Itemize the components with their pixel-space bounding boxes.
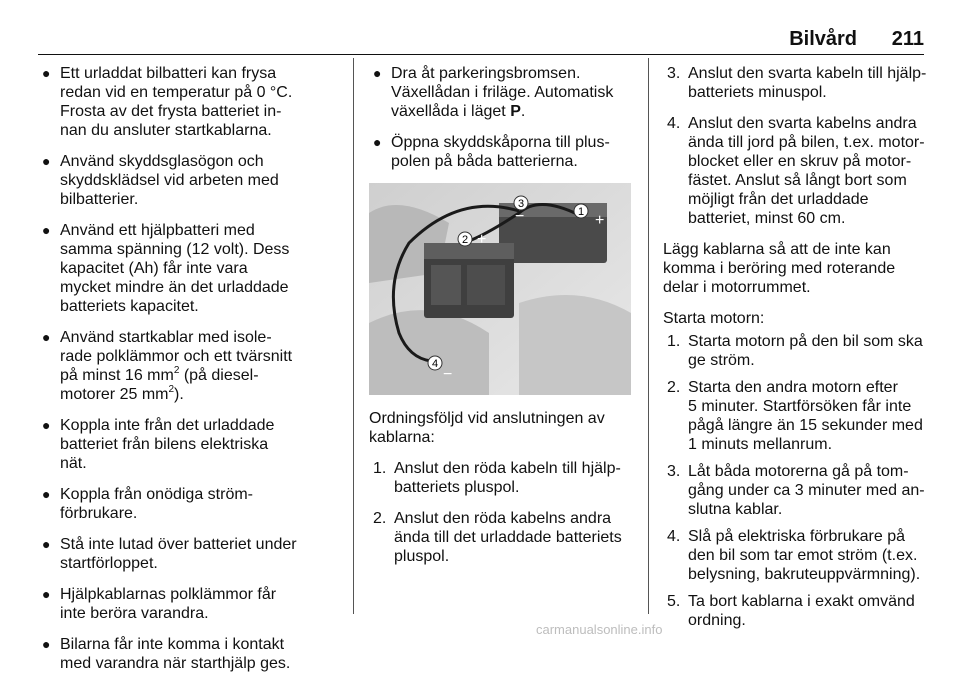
bullet-dot: ● (373, 65, 382, 81)
bullet-item: ● Stå inte lutad över batteriet under startförloppet. (42, 536, 297, 572)
minus-sign: − (515, 208, 525, 225)
numbered-step: 3. Låt båda motorerna gå på tom‐ gång under ca 3 minuter med an‐ slutna kablar. (667, 463, 925, 518)
bullet-dot: ● (42, 636, 51, 652)
numbered-step: 4. Anslut den svarta kabelns andra ända till jord på bilen, t.ex. motor‐ blocket eller en skruv på motor‐ fästet. Anslut så långt bort som möjligt från det urladdade batteriet, minst 60 cm. (667, 115, 925, 227)
bullet-item: ● Koppla från onödiga ström‐ förbrukare. (42, 486, 253, 522)
label-3: 3 (517, 198, 525, 210)
bullet-dot: ● (42, 65, 51, 81)
bullet-item: ● Hjälpkablarnas polklämmor får inte beröra varandra. (42, 586, 277, 622)
column-divider (353, 58, 354, 614)
page-header (0, 28, 960, 50)
numbered-step: 5. Ta bort kablarna i exakt omvänd ordning. (667, 593, 915, 629)
column-2 (369, 64, 633, 578)
watermark-footer: carmanualsonline.info (536, 622, 663, 637)
numbered-step: 1. Anslut den röda kabeln till hjälp‐ batteriets pluspol. (373, 460, 621, 496)
bullet-dot: ● (373, 134, 382, 150)
numbered-step: 2. Anslut den röda kabelns andra ända till det urladdade batteriets pluspol. (373, 510, 622, 565)
bullet-item: ● Dra åt parkeringsbromsen. Växellådan i friläge. Automatisk växellåda i läget P. (373, 65, 614, 120)
bullet-dot: ● (42, 329, 51, 345)
header-rule (38, 54, 924, 55)
bullet-dot: ● (42, 417, 51, 433)
numbered-step: 2. Starta den andra motorn efter 5 minuter. Startförsöken får inte pågå längre än 15 sekunder med 1 minuts mellanrum. (667, 379, 923, 453)
plus-sign: + (477, 231, 487, 248)
label-2: 2 (461, 234, 469, 246)
numbered-step: 1. Starta motorn på den bil som ska ge ström. (667, 333, 923, 369)
section-title: Bilvård (789, 28, 857, 50)
numbered-step: 3. Anslut den svarta kabeln till hjälp‐ batteriets minuspol. (667, 65, 927, 101)
numbered-step: 4. Slå på elektriska förbrukare på den bil som tar emot ström (t.ex. belysning, bakruteuppvärmning). (667, 528, 921, 583)
bullet-item: ● Bilarna får inte komma i kontakt med varandra när starthjälp ges. (42, 636, 291, 672)
bullet-item-cables: ● Använd startkablar med isole‐ rade polklämmor och ett tvärsnitt på minst 16 $mm^2$ (på diesel‐ motorer 25 $mm^2$). (42, 329, 293, 403)
jump-start-diagram (369, 183, 631, 395)
bullet-dot: ● (42, 153, 51, 169)
discharged-battery-top (424, 243, 514, 259)
bullet-item: ● Använd ett hjälpbatteri med samma spänning (12 volt). Dess kapacitet (Ah) får inte vara mycket mindre än det urladdade batteriets kapacitet. (42, 222, 290, 315)
bullet-item: ● Koppla inte från det urladdade batteriet från bilens elektriska nät. (42, 417, 275, 472)
jump-start-illustration (369, 183, 631, 395)
bullet-item: ● Öppna skyddskåporna till plus‐ polen på båda batterierna. (373, 134, 610, 170)
sequence-intro: Ordningsföljd vid anslutningen av kablarna: (369, 410, 605, 446)
column-3 (663, 64, 927, 630)
engine-bay-shape (369, 310, 489, 395)
label-1: 1 (577, 206, 585, 218)
minus-sign: − (443, 366, 453, 383)
start-label: Starta motorn: (663, 310, 765, 327)
bullet-item: ● Ett urladdat bilbatteri kan frysa redan vid en temperatur på 0 °C. Frosta av det frysta batteriet in‐ nan du ansluter startkablarna. (42, 65, 293, 139)
column-divider (648, 58, 649, 614)
battery-detail (467, 265, 505, 305)
page-number: 211 (891, 28, 924, 50)
engine-bay-shape (519, 295, 631, 395)
bullet-item: ● Använd skyddsglasögon och skyddsklädsel vid arbeten med bilbatterier. (42, 153, 279, 208)
bullet-dot: ● (42, 486, 51, 502)
paragraph: Lägg kablarna så att de inte kan komma i beröring med roterande delar i motorrummet. (663, 241, 896, 296)
bullet-dot: ● (42, 586, 51, 602)
bullet-dot: ● (42, 222, 51, 238)
label-4: 4 (431, 358, 439, 370)
plus-sign: + (595, 212, 605, 229)
battery-detail (431, 265, 461, 305)
bullet-dot: ● (42, 536, 51, 552)
column-1 (38, 64, 346, 685)
